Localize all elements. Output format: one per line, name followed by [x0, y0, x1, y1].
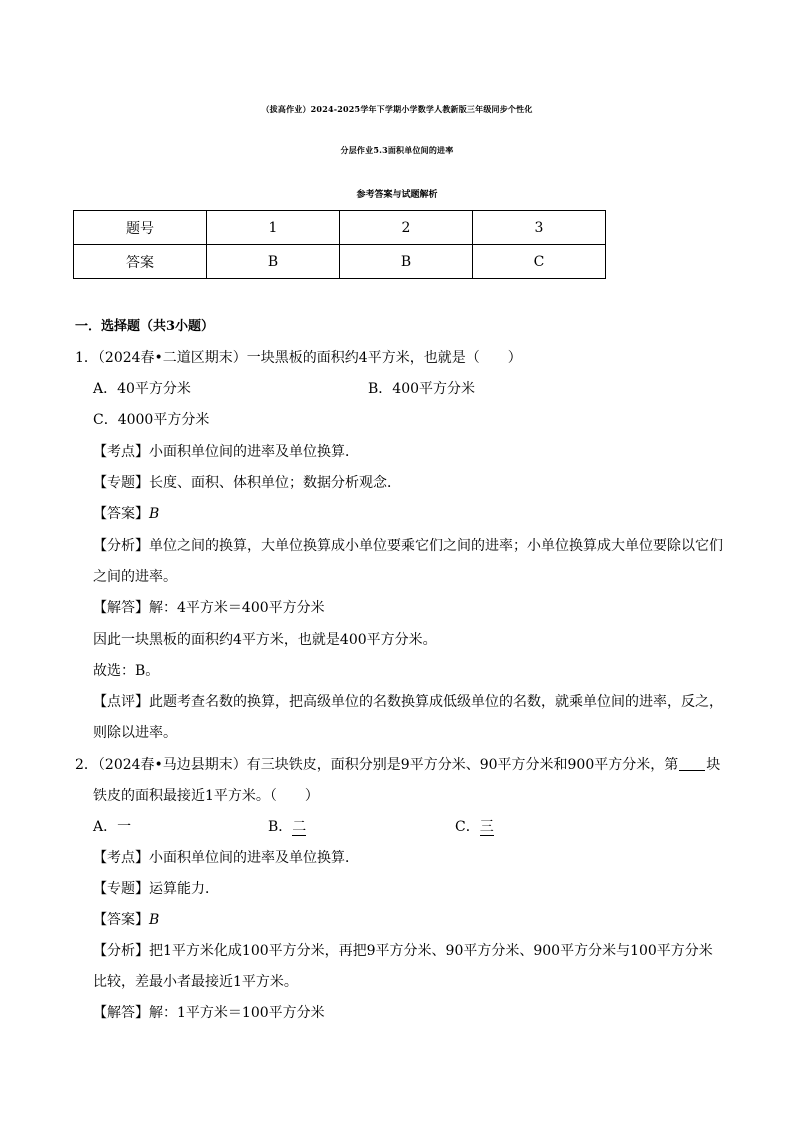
document-subtitle: 参考答案与试题解析	[356, 190, 438, 200]
question-1-solution-line2: 因此一块黑板的面积约4平方米，也就是400平方分米。	[93, 632, 437, 648]
question-2-option-b	[268, 818, 306, 836]
question-1-solution	[93, 599, 325, 617]
analysis-text: 把1平方米化成100平方分米，再把9平方分米、90平方分米、900平方分米与100平方分米	[149, 943, 713, 959]
question-1-comment-cont: 则除以进率。	[93, 725, 177, 741]
question-2-stem-end: 块	[706, 757, 721, 773]
solution-tag: 【解答】	[93, 1005, 149, 1021]
kaodian-tag: 【考点】	[93, 850, 149, 866]
question-2-analysis-cont: 比较，差最小者最接近1平方米。	[93, 974, 298, 990]
option-value: 三	[479, 819, 494, 835]
zhuanti-text: 长度、面积、体积单位；数据分析观念．	[149, 475, 401, 491]
solution-tag: 【解答】	[93, 600, 149, 616]
analysis-text: 单位之间的换算，大单位换算成小单位要乘它们之间的进率；小单位换算成大单位要除以它们	[149, 538, 723, 554]
question-1-zhuanti	[93, 474, 401, 492]
table-row	[74, 245, 606, 279]
answer-text: B	[149, 912, 160, 928]
question-2-option-a: A．一	[93, 819, 132, 835]
section-heading: 一．选择题（共3小题）	[75, 319, 215, 334]
document-title-line2: 分层作业5.3面积单位间的进率	[340, 145, 454, 155]
question-1-option-b: B．400平方分米	[368, 381, 476, 397]
question-1-kaodian	[93, 443, 359, 461]
question-1-answer	[93, 505, 159, 523]
question-1-analysis	[93, 537, 723, 555]
question-2-zhuanti	[93, 880, 219, 898]
comment-tag: 【点评】	[93, 694, 149, 710]
analysis-tag: 【分析】	[93, 943, 149, 959]
analysis-tag: 【分析】	[93, 538, 149, 554]
question-2-stem	[75, 756, 720, 774]
zhuanti-tag: 【专题】	[93, 881, 149, 897]
question-1-comment	[93, 693, 723, 711]
kaodian-text: 小面积单位间的进率及单位换算．	[149, 850, 359, 866]
table-cell: B	[207, 245, 340, 279]
answer-table	[73, 210, 606, 279]
question-2-stem-line2: 铁皮的面积最接近1平方米。（ ）	[93, 788, 319, 804]
kaodian-text: 小面积单位间的进率及单位换算．	[149, 444, 359, 460]
option-value: 二	[292, 819, 307, 835]
table-cell: 3	[473, 211, 606, 245]
table-cell: 1	[207, 211, 340, 245]
table-cell: 题号	[74, 211, 207, 245]
question-2-answer	[93, 911, 159, 929]
question-2-stem-text: 2．（2024春•马边县期末）有三块铁皮，面积分别是9平方分米、90平方分米和900平方分米，第	[75, 757, 679, 773]
option-prefix: C．	[455, 819, 480, 835]
answer-tag: 【答案】	[93, 912, 149, 928]
document-title-line1: （拔高作业）2024-2025学年下学期小学数学人教新版三年级同步个性化	[261, 104, 533, 114]
zhuanti-text: 运算能力．	[149, 881, 219, 897]
answer-text: B	[149, 506, 160, 522]
question-1-stem: 1．（2024春•二道区期末）一块黑板的面积约4平方米，也就是（ ）	[75, 350, 522, 366]
table-cell: 2	[340, 211, 473, 245]
question-1-analysis-cont: 之间的进率。	[93, 569, 177, 585]
question-1-solution-line3: 故选：B。	[93, 663, 160, 679]
answer-blank	[679, 756, 705, 771]
question-1-option-c: C．4000平方分米	[93, 412, 210, 428]
solution-text: 解：4平方米＝400平方分米	[149, 600, 325, 616]
table-row	[74, 211, 606, 245]
table-cell: B	[340, 245, 473, 279]
option-prefix: B．	[268, 819, 293, 835]
solution-text: 解：1平方米＝100平方分米	[149, 1005, 325, 1021]
table-cell: C	[473, 245, 606, 279]
question-2-analysis	[93, 942, 713, 960]
zhuanti-tag: 【专题】	[93, 475, 149, 491]
answer-tag: 【答案】	[93, 506, 149, 522]
question-2-solution	[93, 1004, 325, 1022]
kaodian-tag: 【考点】	[93, 444, 149, 460]
question-2-option-c	[455, 818, 494, 836]
question-1-option-a: A．40平方分米	[93, 381, 191, 397]
table-cell: 答案	[74, 245, 207, 279]
question-2-kaodian	[93, 849, 359, 867]
comment-text: 此题考查名数的换算，把高级单位的名数换算成低级单位的名数，就乘单位间的进率，反之，	[149, 694, 723, 710]
